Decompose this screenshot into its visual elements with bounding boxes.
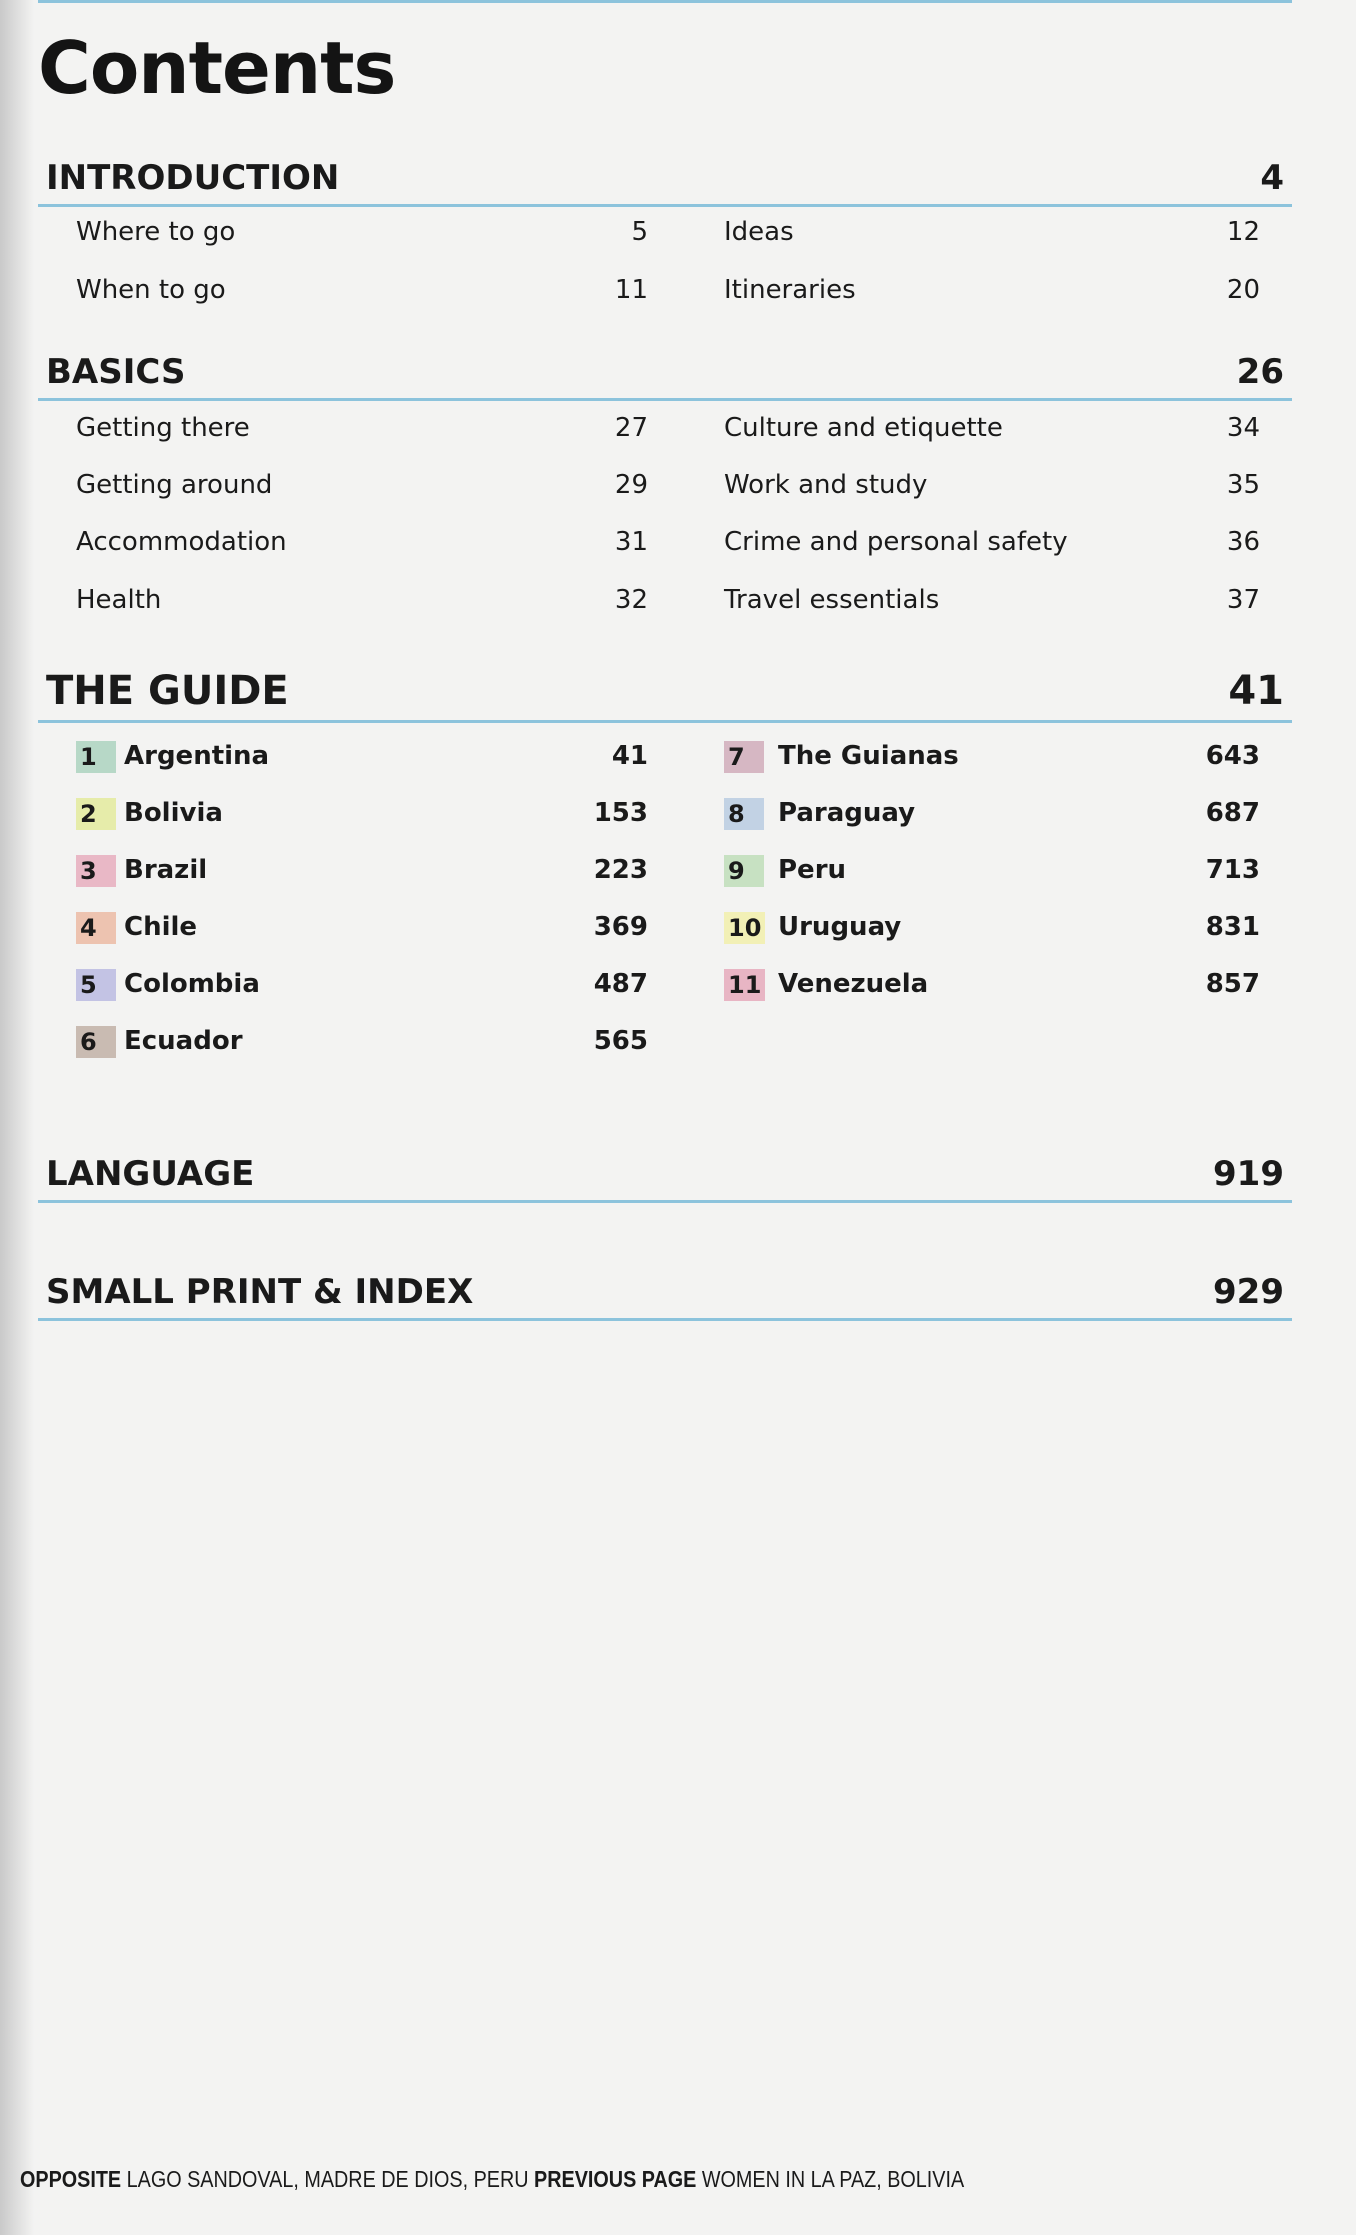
entry-page: 32 [614, 585, 648, 615]
photo-caption [20, 2166, 964, 2193]
toc-entry[interactable] [76, 271, 648, 311]
section-header[interactable] [38, 1144, 1292, 1203]
entry-page: 713 [1205, 855, 1260, 885]
entry-label: Venezuela [778, 969, 929, 999]
chapter-entry[interactable] [76, 965, 648, 1005]
section-header[interactable] [38, 666, 1292, 723]
toc-entry[interactable] [76, 581, 648, 621]
entry-label: Bolivia [124, 798, 223, 828]
entry-page: 34 [1226, 413, 1260, 443]
section-page-number: 26 [1236, 352, 1284, 392]
chapter-number-badge: 6 [76, 1026, 116, 1058]
chapter-entry[interactable] [724, 794, 1260, 834]
page-gutter-shadow [0, 0, 34, 2235]
caption-previous-label: PREVIOUS PAGE [534, 2166, 697, 2192]
toc-entry[interactable] [76, 409, 648, 449]
entry-page: 41 [611, 741, 648, 771]
toc-entry[interactable] [724, 466, 1260, 506]
entry-page: 857 [1205, 969, 1260, 999]
caption-previous-text: WOMEN IN LA PAZ, BOLIVIA [701, 2166, 965, 2192]
entry-page: 36 [1226, 527, 1260, 557]
entry-label: Brazil [124, 855, 208, 885]
toc-entry[interactable] [724, 523, 1260, 563]
chapter-number-badge: 7 [724, 741, 764, 773]
section-title: BASICS [46, 352, 186, 392]
toc-entry[interactable] [724, 409, 1260, 449]
entry-page: 153 [593, 798, 648, 828]
entry-label: Where to go [76, 217, 236, 247]
chapter-number-badge: 10 [724, 912, 765, 944]
entry-page: 487 [593, 969, 648, 999]
entry-label: Colombia [124, 969, 260, 999]
entry-page: 27 [614, 413, 648, 443]
chapter-number-badge: 11 [724, 969, 765, 1001]
section-header[interactable] [38, 1262, 1292, 1321]
chapter-entry[interactable] [724, 965, 1260, 1005]
entry-label: Travel essentials [724, 585, 940, 615]
entry-label: Work and study [724, 470, 928, 500]
entry-page: 831 [1205, 912, 1260, 942]
entry-label: Uruguay [778, 912, 902, 942]
caption-opposite-text: LAGO SANDOVAL, MADRE DE DIOS, PERU [126, 2166, 529, 2192]
entry-label: Chile [124, 912, 198, 942]
toc-entry[interactable] [76, 213, 648, 253]
chapter-entry[interactable] [76, 1022, 648, 1062]
entry-page: 20 [1226, 275, 1260, 305]
toc-entry[interactable] [724, 213, 1260, 253]
entry-page: 223 [593, 855, 648, 885]
chapter-entry[interactable] [76, 737, 648, 777]
entry-page: 5 [631, 217, 648, 247]
chapter-number-badge: 3 [76, 855, 116, 887]
toc-entry[interactable] [724, 581, 1260, 621]
section-basics [38, 344, 1292, 615]
chapter-entry[interactable] [724, 908, 1260, 948]
chapter-number-badge: 9 [724, 855, 764, 887]
section-introduction [38, 150, 1292, 305]
toc-entry[interactable] [76, 466, 648, 506]
entry-label: Itineraries [724, 275, 856, 305]
section-page-number: 4 [1260, 158, 1284, 198]
entry-page: 12 [1226, 217, 1260, 247]
entry-label: When to go [76, 275, 226, 305]
section-title: INTRODUCTION [46, 158, 340, 198]
section-header[interactable] [38, 150, 1292, 207]
entry-page: 643 [1205, 741, 1260, 771]
chapter-entry[interactable] [724, 851, 1260, 891]
entry-label: Getting there [76, 413, 250, 443]
entry-page: 687 [1205, 798, 1260, 828]
entry-page: 35 [1226, 470, 1260, 500]
entry-page: 11 [614, 275, 648, 305]
entry-label: Getting around [76, 470, 273, 500]
entry-label: Paraguay [778, 798, 916, 828]
entry-label: Crime and personal safety [724, 527, 1068, 557]
section-page-number: 41 [1228, 668, 1284, 714]
page-title: Contents [38, 26, 396, 110]
entry-page: 369 [593, 912, 648, 942]
caption-opposite-label: OPPOSITE [20, 2166, 122, 2192]
section-small-print-index [38, 1262, 1292, 1321]
chapter-number-badge: 2 [76, 798, 116, 830]
chapter-entry[interactable] [76, 794, 648, 834]
chapter-entry[interactable] [76, 851, 648, 891]
entry-label: Ecuador [124, 1026, 243, 1056]
chapter-number-badge: 8 [724, 798, 764, 830]
entry-label: Accommodation [76, 527, 287, 557]
entry-label: Ideas [724, 217, 794, 247]
contents-page [38, 0, 1292, 2235]
section-the-guide [38, 666, 1292, 1056]
chapter-entry[interactable] [724, 737, 1260, 777]
entry-label: Peru [778, 855, 847, 885]
entry-label: Health [76, 585, 162, 615]
entry-label: Argentina [124, 741, 270, 771]
entry-page: 565 [593, 1026, 648, 1056]
entry-label: Culture and etiquette [724, 413, 1003, 443]
chapter-number-badge: 5 [76, 969, 116, 1001]
chapter-number-badge: 1 [76, 741, 116, 773]
toc-entry[interactable] [724, 271, 1260, 311]
chapter-entry[interactable] [76, 908, 648, 948]
section-title: SMALL PRINT & INDEX [46, 1272, 474, 1312]
entry-page: 29 [614, 470, 648, 500]
entry-page: 31 [614, 527, 648, 557]
toc-entry[interactable] [76, 523, 648, 563]
section-page-number: 919 [1213, 1154, 1284, 1194]
section-language [38, 1144, 1292, 1203]
entry-label: The Guianas [778, 741, 959, 771]
section-header[interactable] [38, 344, 1292, 401]
section-title: THE GUIDE [46, 668, 289, 714]
section-title: LANGUAGE [46, 1154, 255, 1194]
entry-page: 37 [1226, 585, 1260, 615]
section-page-number: 929 [1213, 1272, 1284, 1312]
chapter-number-badge: 4 [76, 912, 116, 944]
